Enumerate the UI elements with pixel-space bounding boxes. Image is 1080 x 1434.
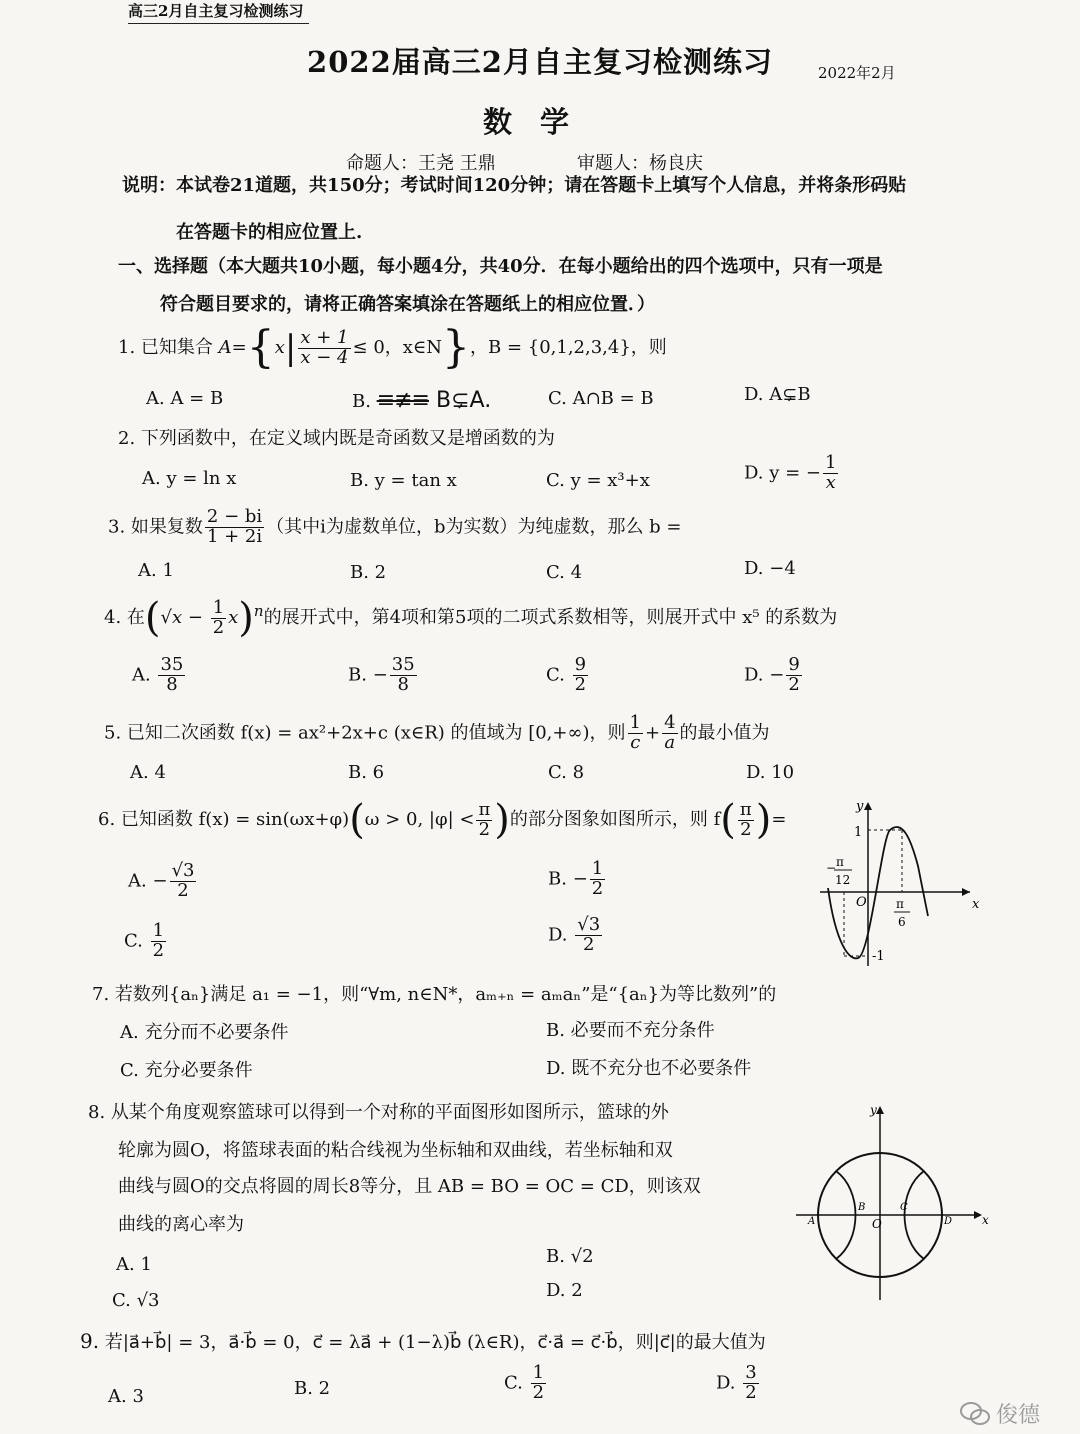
q6-graph-y-label: y	[856, 799, 864, 814]
q9-option-a: A. 3	[108, 1386, 144, 1407]
q6-option-b: B. − $\frac{1}{2}$	[548, 858, 604, 899]
q2-option-c: C. y = x³+x	[546, 470, 650, 491]
q8-option-a: A. 1	[116, 1254, 152, 1275]
q6-option-c: C. $\frac{1}{2}$	[124, 920, 165, 961]
q8-option-d: D. 2	[546, 1280, 583, 1301]
q8-figure-o: O	[872, 1217, 882, 1231]
q3-option-a: A. 1	[138, 560, 174, 581]
q6-option-a: A. − $\frac{√3}{2}$	[128, 860, 195, 901]
exam-date: 2022年2月	[818, 64, 896, 82]
section-1-line-2: 符合题目要求的，请将正确答案填涂在答题纸上的相应位置．）	[160, 294, 655, 315]
q8-figure-b: B	[858, 1202, 866, 1213]
wechat-icon	[960, 1401, 990, 1427]
q6-sine-graph	[810, 796, 980, 976]
q7-option-c: C. 充分必要条件	[120, 1060, 253, 1081]
question-5: 5. 已知二次函数 f(x) = ax²+2x+c (x∈R) 的值域为 [0,+∞)，则 $\frac{1}{c}$ + $\frac{4}{a}$ 的最小值为	[104, 712, 770, 753]
q2-option-a: A. y = ln x	[142, 468, 237, 489]
q1-option-d: D. A⊊B	[744, 384, 811, 405]
q6-graph-twelve: 12	[835, 873, 851, 887]
q6-graph-six: 6	[898, 915, 906, 929]
q7-option-b: B. 必要而不充分条件	[546, 1020, 715, 1041]
subject-title: 数学	[482, 105, 597, 139]
question-8-line-3: 曲线与圆O的交点将圆的周长8等分，且 AB = BO = OC = CD，则该双	[118, 1176, 701, 1197]
q2-option-b: B. y = tan x	[350, 470, 457, 491]
q1-option-a: A. A = B	[146, 388, 224, 409]
question-8-line-4: 曲线的离心率为	[118, 1214, 244, 1235]
question-7: 7. 若数列{aₙ}满足 a₁ = −1，则“∀m, n∈N*，aₘ₊ₙ = aₘaₙ”是“{aₙ}为等比数列”的	[92, 984, 777, 1005]
q6-graph-pi-left: π	[836, 855, 844, 869]
question-6: 6. 已知函数 f(x) = sin(ωx+φ)(ω > 0, |φ| < $\frac{\pi}{2}$ )的部分图象如图所示，则 f( $\frac{\pi}{2}$ )=	[98, 797, 787, 843]
q1-option-c: C. A∩B = B	[548, 388, 654, 409]
q1-option-b: B. ≡≢≡ B⊊A.	[352, 388, 492, 413]
header-tab: 高三2月自主复习检测练习	[128, 0, 309, 24]
q4-option-c: C. $\frac{9}{2}$	[546, 654, 587, 695]
q8-figure-x-label: x	[982, 1213, 989, 1227]
q8-figure-c: C	[900, 1202, 908, 1213]
page-title: 2022届高三2月自主复习检测练习	[307, 45, 773, 79]
authors: 命题人：王尧 王鼎	[346, 153, 496, 174]
reviewer: 审题人：杨良庆	[577, 153, 703, 174]
q2-option-d: D. y = − $\frac{1}{x}$	[744, 452, 837, 493]
q5-option-d: D. 10	[746, 762, 795, 783]
question-8-line-2: 轮廓为圆O，将篮球表面的粘合线视为坐标轴和双曲线，若坐标轴和双	[118, 1140, 673, 1161]
q9-option-d: D. $\frac{3}{2}$	[716, 1362, 757, 1403]
q3-option-c: C. 4	[546, 562, 583, 583]
q5-option-c: C. 8	[548, 762, 585, 783]
question-4: 4. 在(√x − $\frac{1}{2}$ x)$^n$的展开式中，第4项和第5项的二项式系数相等，则展开式中 x⁵ 的系数为	[104, 595, 838, 641]
q5-option-b: B. 6	[348, 762, 385, 783]
watermark-text: 俊德	[995, 1403, 1040, 1428]
q3-option-b: B. 2	[350, 562, 387, 583]
q8-option-c: C. √3	[112, 1290, 160, 1311]
q4-option-a: A. $\frac{35}{8}$	[132, 654, 184, 695]
q6-graph-x-label: x	[972, 897, 980, 912]
instructions-line-1: 说明：本试卷21道题，共150分；考试时间120分钟；请在答题卡上填写个人信息，并将条形码贴	[122, 175, 907, 196]
q6-graph-pi-right: π	[896, 897, 904, 911]
q9-option-c: C. $\frac{1}{2}$	[504, 1362, 545, 1403]
question-8-line-1: 8. 从某个角度观察篮球可以得到一个对称的平面图形如图所示，篮球的外	[88, 1102, 669, 1123]
question-9: 9. 若|a⃗+b⃗| = 3，a⃗·b⃗ = 0，c⃗ = λa⃗ + (1−λ)b⃗ (λ∈R)，c⃗·a⃗ = c⃗·b⃗，则|c⃗|的最大值为	[80, 1329, 766, 1353]
watermark	[960, 1398, 1040, 1429]
q6-option-d: D. $\frac{√3}{2}$	[548, 914, 601, 955]
q5-option-a: A. 4	[130, 762, 166, 783]
q8-figure-a: A	[808, 1216, 816, 1227]
instructions-line-2: 在答题卡的相应位置上.	[176, 222, 363, 243]
q6-graph-neg-one: -1	[872, 949, 885, 964]
q8-figure-d: D	[944, 1216, 953, 1227]
q7-option-d: D. 既不充分也不必要条件	[546, 1058, 752, 1079]
question-2: 2. 下列函数中，在定义域内既是奇函数又是增函数的为	[118, 428, 555, 449]
question-3: 3. 如果复数 $\frac{2 - bi}{1 + 2i}$ （其中i为虚数单位，b为实数）为纯虚数，那么 b =	[108, 506, 682, 547]
q6-graph-one: 1	[854, 825, 863, 840]
section-1-line-1: 一、选择题（本大题共10小题，每小题4分，共40分．在每小题给出的四个选项中，只有一项是	[118, 256, 883, 277]
q4-option-d: D. − $\frac{9}{2}$	[744, 654, 800, 695]
q4-option-b: B. − $\frac{35}{8}$	[348, 654, 415, 695]
q8-basketball-figure	[792, 1100, 992, 1305]
q9-option-b: B. 2	[294, 1378, 331, 1399]
q1-handwritten-answer: ≡≢≡ B⊊A.	[376, 388, 492, 413]
q6-graph-minus: −	[826, 861, 837, 875]
question-1: 1. 已知集合 A={x| $\frac{x + 1}{x - 4}$ ≤ 0，x∈N}，B = {0,1,2,3,4}，则	[118, 322, 667, 373]
q8-figure-y-label: y	[870, 1103, 877, 1117]
q6-graph-origin: O	[856, 895, 867, 910]
q3-option-d: D. −4	[744, 558, 796, 579]
q7-option-a: A. 充分而不必要条件	[120, 1022, 289, 1043]
q8-option-b: B. √2	[546, 1246, 594, 1267]
